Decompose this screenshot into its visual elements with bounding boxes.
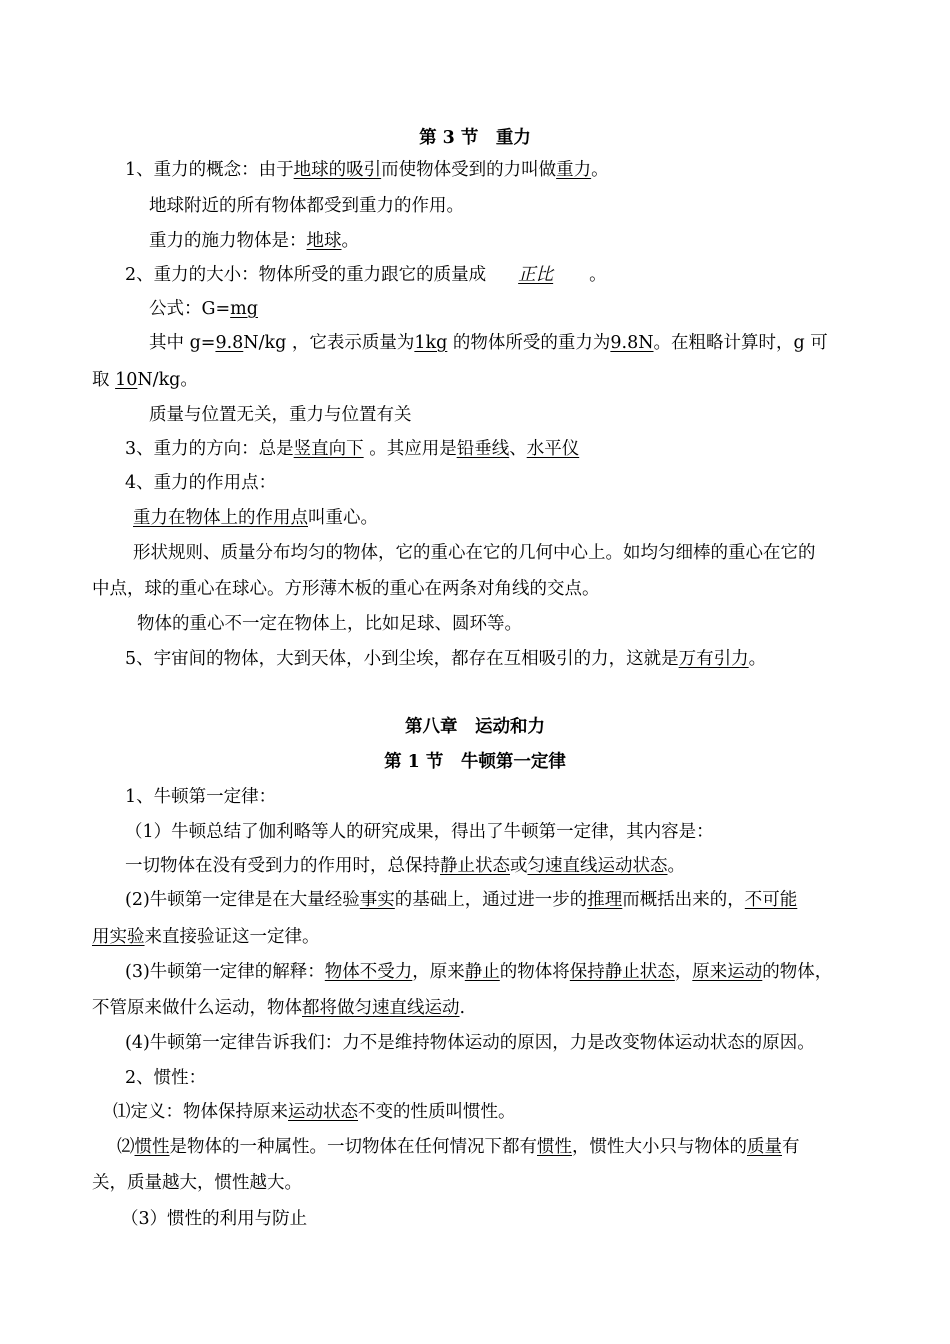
underlined-answer: 运动状态	[288, 1102, 358, 1122]
paragraph-law	[125, 854, 685, 878]
text: 。	[748, 649, 767, 669]
underlined-answer: 10	[115, 370, 138, 390]
text: 。在粗略计算时，g 可	[653, 333, 828, 353]
paragraph-formula	[149, 297, 258, 321]
paragraph-definition	[113, 1100, 516, 1124]
underlined-answer: 都将做匀速直线运动	[302, 998, 460, 1018]
text: (2)牛顿第一定律是在大量经验	[125, 890, 360, 910]
paragraph-p3	[125, 960, 832, 984]
answer-text: 正比	[518, 265, 554, 285]
text: 、	[509, 439, 527, 459]
underlined-answer: 万有引力	[678, 649, 749, 669]
underlined-answer: 惯性	[537, 1137, 572, 1157]
underlined-answer: 9.8	[215, 333, 244, 353]
text: 的物体，	[762, 962, 833, 982]
underlined-answer: 用实验	[92, 927, 145, 947]
underlined-answer: 不可能	[744, 890, 798, 910]
paragraph-regular-shape: 形状规则、质量分布均匀的物体，它的重心在它的几何中心上。如均匀细棒的重心在它的	[133, 543, 816, 563]
text: 重力的施力物体是：	[149, 231, 307, 251]
text: 2、重力的大小：物体所受的重力跟它的质量成	[125, 265, 487, 285]
underlined-answer: 静止	[464, 962, 500, 982]
text: 而概括出来的，	[622, 890, 745, 910]
text: 的物体将	[499, 962, 570, 982]
text: 不变的性质叫惯性。	[358, 1102, 516, 1122]
text: 是物体的一种属性。一切物体在任何情况下都有	[169, 1137, 537, 1157]
underlined-answer: 1kg	[414, 333, 448, 353]
underlined-answer: 原来运动	[692, 962, 763, 982]
text: 的基础上，通过进一步的	[394, 890, 588, 910]
paragraph-universal	[125, 647, 766, 671]
underlined-answer: 惯性	[134, 1137, 170, 1157]
paragraph-p4: (4)牛顿第一定律告诉我们：力不是维持物体运动的原因，力是改变物体运动状态的原因。	[125, 1033, 815, 1053]
paragraph-use: （3）惯性的利用与防止	[121, 1209, 308, 1229]
paragraph-applier	[149, 229, 359, 253]
text: 而使物体受到的力叫做	[381, 160, 557, 180]
paragraph-direction	[125, 437, 579, 461]
section-title-newton: 第 1 节 牛顿第一定律	[384, 752, 566, 772]
underlined-answer: 地球	[306, 231, 342, 251]
text: 有	[782, 1137, 800, 1157]
underlined-answer: 物体不受力	[324, 962, 413, 982]
underlined-answer: 水平仪	[526, 439, 580, 459]
text: 1、重力的概念：由于	[125, 160, 294, 180]
text: 取	[92, 370, 116, 390]
paragraph-not-on-object: 物体的重心不一定在物体上，比如足球、圆环等。	[137, 614, 522, 634]
underlined-answer: 匀速直线运动状态	[527, 856, 668, 876]
text: 3、重力的方向：总是	[125, 439, 294, 459]
paragraph-item1: 1、牛顿第一定律：	[125, 787, 277, 807]
text: 或	[510, 856, 528, 876]
underlined-answer	[486, 265, 589, 285]
text: .	[459, 998, 466, 1018]
underlined-answer: 9.8N	[610, 333, 654, 353]
text: 。	[667, 856, 685, 876]
text: ，	[674, 962, 693, 982]
chapter-title: 第八章 运动和力	[405, 717, 545, 737]
paragraph-p2	[125, 888, 797, 912]
text: 来直接验证这一定律。	[144, 927, 320, 947]
text: ，惯性大小只与物体的	[572, 1137, 747, 1157]
section-title-gravity: 第 3 节 重力	[419, 128, 531, 148]
paragraph-g-value-cont	[92, 368, 198, 392]
text: N/kg ，它表示质量为	[243, 333, 415, 353]
text: (3)牛顿第一定律的解释：	[125, 962, 325, 982]
text: ⑴定义：物体保持原来	[113, 1102, 288, 1122]
text: ，原来	[412, 962, 465, 982]
underlined-answer: 静止状态	[440, 856, 510, 876]
text: 不管原来做什么运动，物体	[92, 998, 302, 1018]
text: 公式：G=	[149, 299, 231, 319]
text: ⑵	[117, 1137, 135, 1157]
paragraph-p1: （1）牛顿总结了伽利略等人的研究成果，得出了牛顿第一定律，其内容是：	[125, 822, 714, 842]
paragraph-center-def	[133, 506, 378, 530]
underlined-answer: 事实	[359, 890, 395, 910]
paragraph-item2: 2、惯性：	[125, 1068, 207, 1088]
text: 。	[341, 231, 359, 251]
underlined-answer: 推理	[587, 890, 623, 910]
text: 。其应用是	[363, 439, 457, 459]
text: 5、宇宙间的物体，大到天体，小到尘埃，都存在互相吸引的力，这就是	[125, 649, 679, 669]
paragraph-property-cont: 关，质量越大，惯性越大。	[92, 1173, 302, 1193]
paragraph-p3-cont	[92, 996, 465, 1020]
underlined-answer: 保持静止状态	[569, 962, 675, 982]
paragraph-position-note: 质量与位置无关，重力与位置有关	[149, 405, 412, 425]
paragraph-action-point: 4、重力的作用点：	[125, 473, 277, 493]
text: 叫重心。	[308, 508, 378, 528]
text: 。	[589, 265, 607, 285]
paragraph-p2-cont	[92, 925, 320, 949]
underlined-answer: 重力在物体上的作用点	[133, 508, 308, 528]
paragraph-near-earth: 地球附近的所有物体都受到重力的作用。	[149, 196, 464, 216]
paragraph-g-value	[149, 331, 828, 355]
text: 。	[591, 160, 609, 180]
underlined-answer: 竖直向下	[293, 439, 364, 459]
text: 一切物体在没有受到力的作用时，总保持	[125, 856, 440, 876]
underlined-answer: 地球的吸引	[293, 160, 382, 180]
paragraph-property	[117, 1135, 800, 1159]
paragraph-regular-shape-cont: 中点，球的重心在球心。方形薄木板的重心在两条对角线的交点。	[92, 579, 600, 599]
paragraph-magnitude	[125, 263, 607, 287]
underlined-answer: mg	[230, 299, 258, 319]
text: 其中 g=	[149, 333, 216, 353]
underlined-answer: 重力	[556, 160, 592, 180]
underlined-answer: 质量	[747, 1137, 782, 1157]
text: N/kg。	[137, 370, 198, 390]
underlined-answer: 铅垂线	[456, 439, 510, 459]
text: 的物体所受的重力为	[447, 333, 611, 353]
paragraph-gravity-concept	[125, 158, 609, 182]
